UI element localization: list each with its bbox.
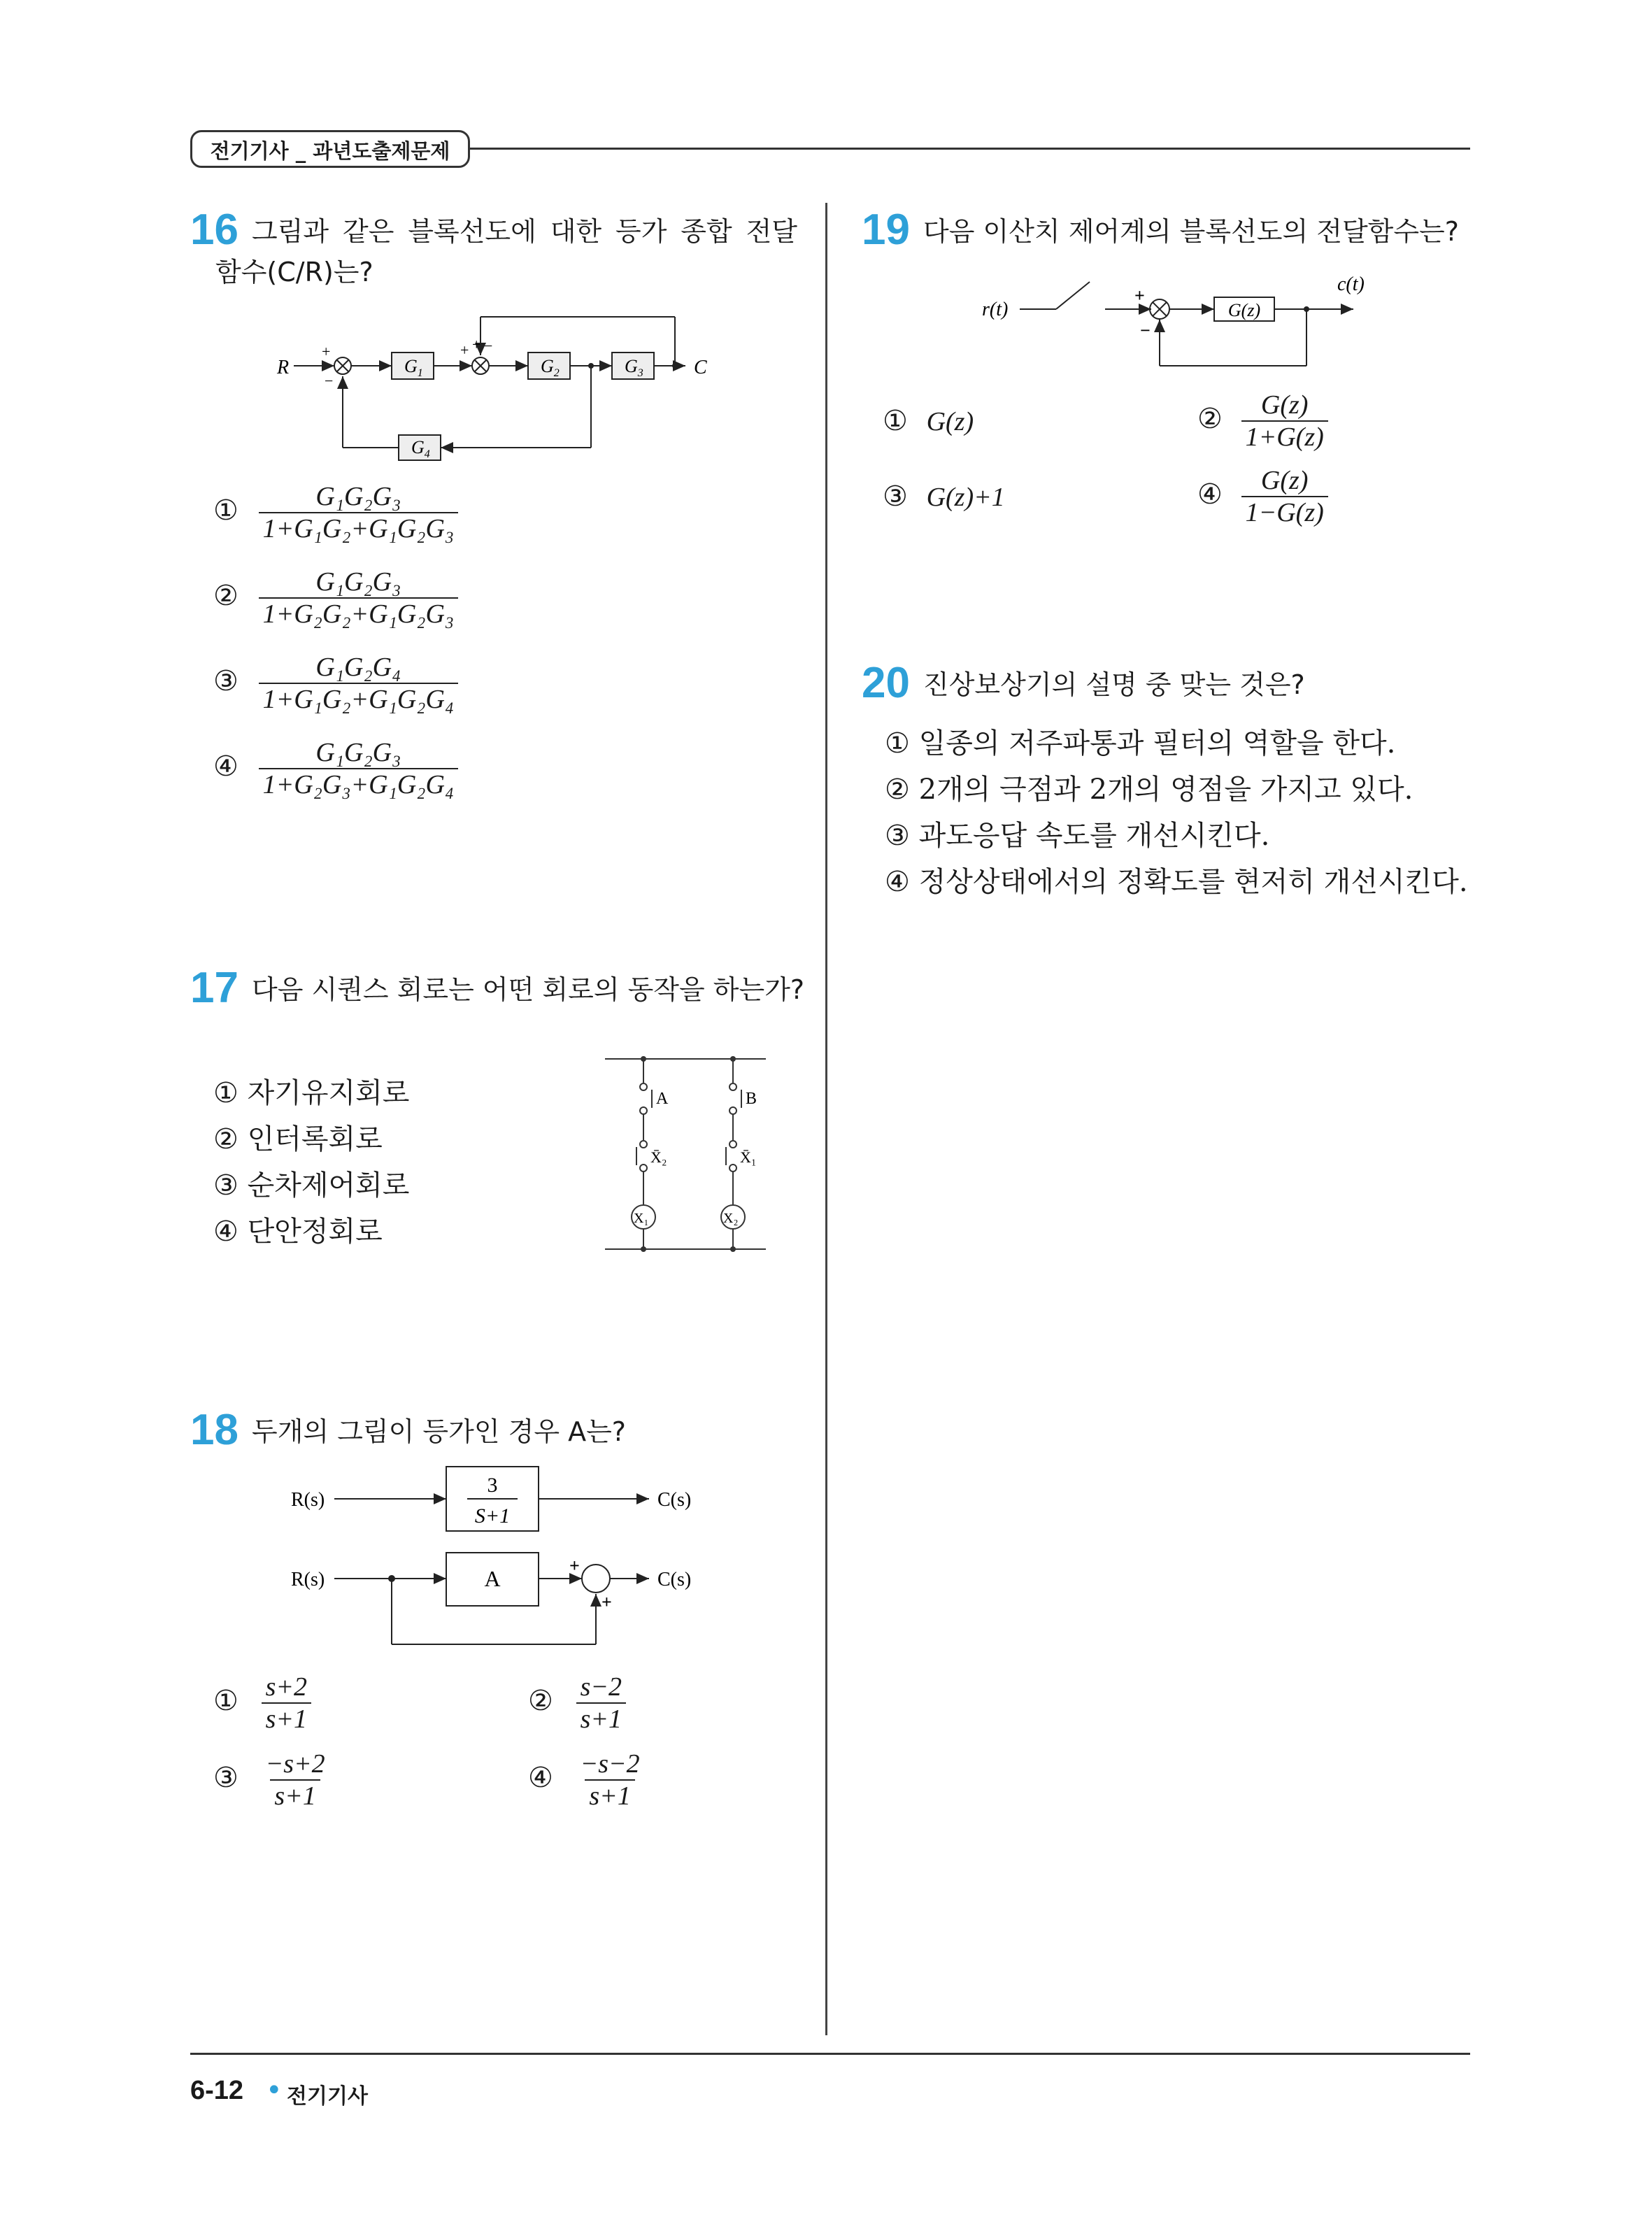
- q20-options: [885, 720, 1468, 905]
- svg-text:+: +: [601, 1592, 612, 1612]
- q16-option-1[interactable]: ① $\frac{\text{G₁G₂G₃}}{\text{1+G₁G₂+G₁G₂G₃}}$: [213, 481, 458, 567]
- q18-option-3[interactable]: ③ $\frac{-s+2}{s+1}$: [213, 1749, 325, 1811]
- svg-text:−: −: [325, 372, 334, 390]
- q20-option-2[interactable]: ② 2개의 극점과 2개의 영점을 가지고 있다.: [885, 774, 1414, 806]
- q20-text: 진상보상기의 설명 중 맞는 것은?: [923, 669, 1305, 700]
- q18-option-2[interactable]: ② $\frac{s-2}{s+1}$: [528, 1672, 626, 1749]
- q18-option-4[interactable]: ④ $\frac{-s-2}{s+1}$: [528, 1749, 640, 1811]
- q19-option-4[interactable]: ④ $\frac{G(z)}{1-G(z)}$: [1197, 465, 1328, 528]
- section-tag: 전기기사 _ 과년도출제문제: [190, 130, 470, 168]
- header-rule: [470, 148, 1470, 150]
- footer-bullet: •: [266, 2074, 283, 2107]
- q18-block-diagram: [280, 1465, 713, 1661]
- svg-text:+: +: [569, 1555, 580, 1576]
- q18-output-top: C(s): [657, 1489, 692, 1511]
- q19-option-3[interactable]: ③ G(z)+1: [883, 480, 1005, 513]
- footer-rule: [190, 2053, 1470, 2055]
- q17-text: 다음 시퀀스 회로는 어떤 회로의 동작을 하는가?: [252, 974, 805, 1005]
- q18-options: [213, 1672, 794, 1825]
- q16-block-g2: $G_2$: [541, 356, 560, 379]
- q17-option-3[interactable]: ③ 순차제어회로: [213, 1169, 410, 1202]
- q18-block-num: 3: [487, 1474, 498, 1497]
- q19-option-1[interactable]: ① G(z): [883, 404, 974, 437]
- q18-option-1[interactable]: ① $\frac{s+2}{s+1}$: [213, 1672, 528, 1749]
- q17-options: [213, 1070, 409, 1255]
- q16-text: 그림과 같은 블록선도에 대한 등가 종합 전달: [252, 216, 797, 247]
- q16-number: 16: [190, 206, 238, 254]
- q19-options: [883, 383, 1470, 534]
- q16-block-g4: $G_4$: [411, 437, 430, 460]
- footer-title: 전기기사: [287, 2084, 368, 2109]
- q18-block-a: A: [484, 1566, 501, 1591]
- q19-text: 다음 이산치 제어계의 블록선도의 전달함수는?: [923, 216, 1459, 247]
- svg-text:+: +: [1134, 285, 1145, 306]
- q18-input-bottom: R(s): [291, 1569, 325, 1590]
- q17-contact-a: A: [656, 1090, 669, 1108]
- q20-option-1[interactable]: ① 일종의 저주파통과 필터의 역할을 한다.: [885, 727, 1396, 760]
- q20-option-4[interactable]: ④ 정상상태에서의 정확도를 현저히 개선시킨다.: [885, 866, 1468, 898]
- q17-option-2[interactable]: ② 인터록회로: [213, 1123, 383, 1155]
- q19-output-label: c(t): [1337, 273, 1365, 295]
- q17-number: 17: [190, 964, 238, 1012]
- q18-input-top: R(s): [291, 1489, 325, 1511]
- q18-text: 두개의 그림이 등가인 경우 A는?: [252, 1416, 626, 1447]
- q17-coil-x1: X₁: [634, 1211, 649, 1226]
- q17-contact-x2: X̄₂: [650, 1148, 667, 1166]
- page-number: 6-12: [190, 2076, 244, 2105]
- svg-text:−: −: [1140, 320, 1151, 341]
- q17-sequence-diagram: [601, 1049, 769, 1259]
- q17-option-4[interactable]: ④ 단안정회로: [213, 1216, 383, 1248]
- q19-number: 19: [862, 206, 910, 254]
- q16-output-label: C: [694, 357, 707, 378]
- q16-option-4[interactable]: ④ $\frac{\text{G₁G₂G₃}}{\text{1+G₂G₃+G₁G₂G₄}}$: [213, 737, 458, 822]
- q16-block-g1: $G_1$: [404, 356, 423, 379]
- q18-number: 18: [190, 1406, 238, 1454]
- svg-text:+: +: [460, 341, 469, 359]
- q18-block-den: S+1: [474, 1504, 511, 1527]
- q19-block-diagram: [972, 269, 1392, 374]
- q20-number: 20: [862, 659, 910, 707]
- q16-option-2[interactable]: ② $\frac{\text{G₁G₂G₃}}{\text{1+G₂G₂+G₁G₂G₃}}$: [213, 567, 458, 652]
- q18-output-bottom: C(s): [657, 1569, 692, 1590]
- q16-options: [213, 481, 458, 822]
- q17-option-1[interactable]: ① 자기유지회로: [213, 1077, 410, 1109]
- q19-input-label: r(t): [982, 299, 1009, 320]
- svg-text:−: −: [484, 337, 493, 355]
- q16-block-g3: $G_3$: [625, 356, 643, 379]
- q17-contact-x1: X̄₁: [740, 1148, 757, 1166]
- q17-contact-b: B: [746, 1090, 757, 1108]
- q19-option-2[interactable]: ② $\frac{G(z)}{1+G(z)}$: [1197, 390, 1328, 453]
- q16-option-3[interactable]: ③ $\frac{\text{G₁G₂G₄}}{\text{1+G₁G₂+G₁G₂G₄}}$: [213, 652, 458, 737]
- q16-input-label: R: [277, 357, 290, 378]
- column-divider: [825, 203, 827, 2035]
- svg-text:+: +: [322, 343, 331, 360]
- q16-block-diagram: [266, 301, 727, 469]
- q20-option-3[interactable]: ③ 과도응답 속도를 개선시킨다.: [885, 820, 1270, 852]
- q19-block-gz: G(z): [1227, 300, 1261, 320]
- q17-coil-x2: X₂: [723, 1211, 739, 1226]
- q16-text-line2: 함수(C/R)는?: [215, 257, 373, 287]
- svg-text:+: +: [472, 336, 481, 353]
